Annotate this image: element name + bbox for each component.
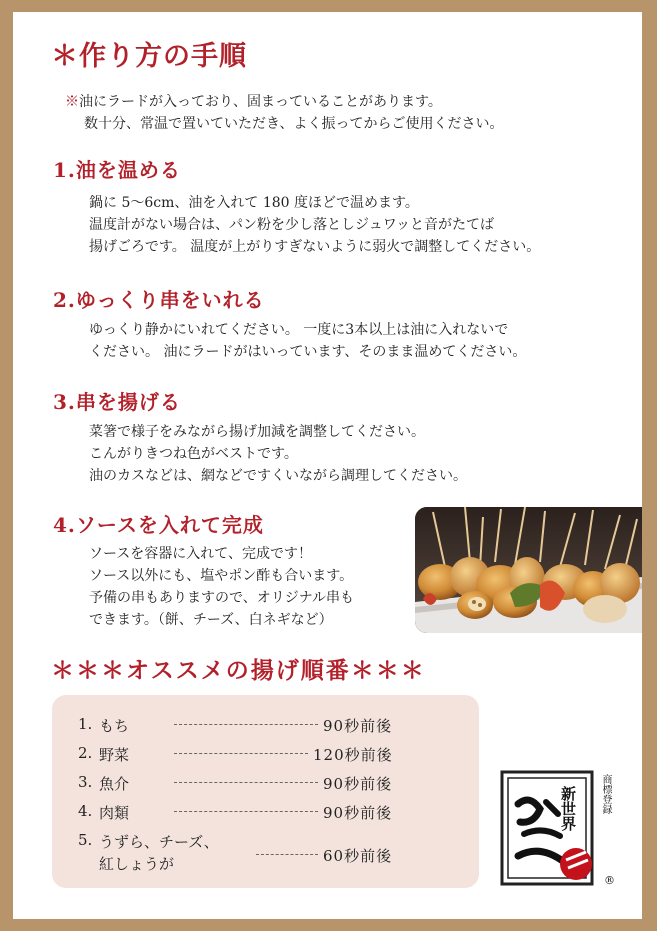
step-4-heading: 4.ソースを入れて完成 [53, 513, 264, 537]
step-3-line: こんがりきつね色がベストです。 [89, 446, 298, 462]
step-1-line: 温度計がない場合は、パン粉を少し落としジュワッと音がたてば [89, 217, 495, 233]
item-name: うずら、チーズ、 [99, 833, 219, 851]
brand-logo [500, 764, 620, 890]
oil-note [65, 91, 503, 135]
item-number: 1. [78, 715, 93, 733]
item-name: 野菜 [99, 746, 130, 764]
step-3-line: 菜箸で様子をみながら揚げ加減を調整してください。 [89, 424, 425, 440]
step-1-body [89, 192, 540, 258]
dotted-leader [174, 753, 308, 754]
item-time: 90秒前後 [323, 804, 393, 822]
item-time: 120秒前後 [313, 746, 393, 764]
step-4-body [89, 543, 354, 631]
step-1-line: 鍋に 5～6cm、油を入れて 180 度ほどで温めます。 [89, 195, 419, 211]
step-1-heading: 1.油を温める [53, 158, 181, 182]
page [13, 12, 642, 919]
note-line-2: 数十分、常温で置いていただき、よく振ってからご使用ください。 [84, 116, 504, 132]
step-1-line: 揚げごろです。 温度が上がりすぎないように弱火で調整してください。 [89, 239, 541, 255]
dotted-leader [174, 782, 318, 783]
item-name: 肉類 [99, 804, 130, 822]
item-time: 90秒前後 [323, 717, 393, 735]
item-name-line-2: 紅しょうが [99, 855, 175, 873]
dotted-leader [174, 724, 318, 725]
step-4-line: できます。（餅、チーズ、白ネギなど） [89, 612, 333, 628]
registered-mark: ® [604, 874, 615, 887]
page-title: ＊作り方の手順 [51, 41, 247, 72]
dotted-leader [256, 854, 318, 855]
item-time: 90秒前後 [323, 775, 393, 793]
step-3-line: 油のカスなどは、網などですくいながら調理してください。 [89, 468, 467, 484]
logo-trademark-text: 商標登録 [600, 774, 611, 814]
step-2-body [89, 319, 526, 363]
item-number: 5. [78, 831, 93, 849]
item-time: 60秒前後 [323, 847, 393, 865]
step-3-heading: 3.串を揚げる [53, 390, 181, 414]
step-4-line: ソースを容器に入れて、完成です！ [89, 546, 313, 562]
item-number: 4. [78, 802, 93, 820]
step-2-heading: 2.ゆっくり串をいれる [53, 288, 265, 312]
item-name: 魚介 [99, 775, 130, 793]
step-3-body [89, 421, 467, 487]
item-number: 3. [78, 773, 93, 791]
item-name: もち [99, 717, 130, 735]
step-2-line: ください。 油にラードがはいっています、そのまま温めてください。 [89, 344, 527, 360]
logo-vertical-main: 新世界 [559, 786, 577, 831]
recommend-title: ＊＊＊オススメの揚げ順番＊＊＊ [51, 657, 426, 684]
kushikatsu-photo [415, 507, 642, 633]
step-4-line: 予備の串もありますので、オリジナル串も [89, 590, 355, 606]
dotted-leader [174, 811, 318, 812]
note-line-1: 油にラードが入っており、固まっていることがあります。 [79, 94, 442, 110]
note-mark: ※ [65, 94, 79, 110]
step-2-line: ゆっくり静かにいれてください。 一度に3本以上は油に入れないで [89, 322, 509, 338]
item-number: 2. [78, 744, 93, 762]
step-4-line: ソース以外にも、塩やポン酢も合います。 [89, 568, 354, 584]
